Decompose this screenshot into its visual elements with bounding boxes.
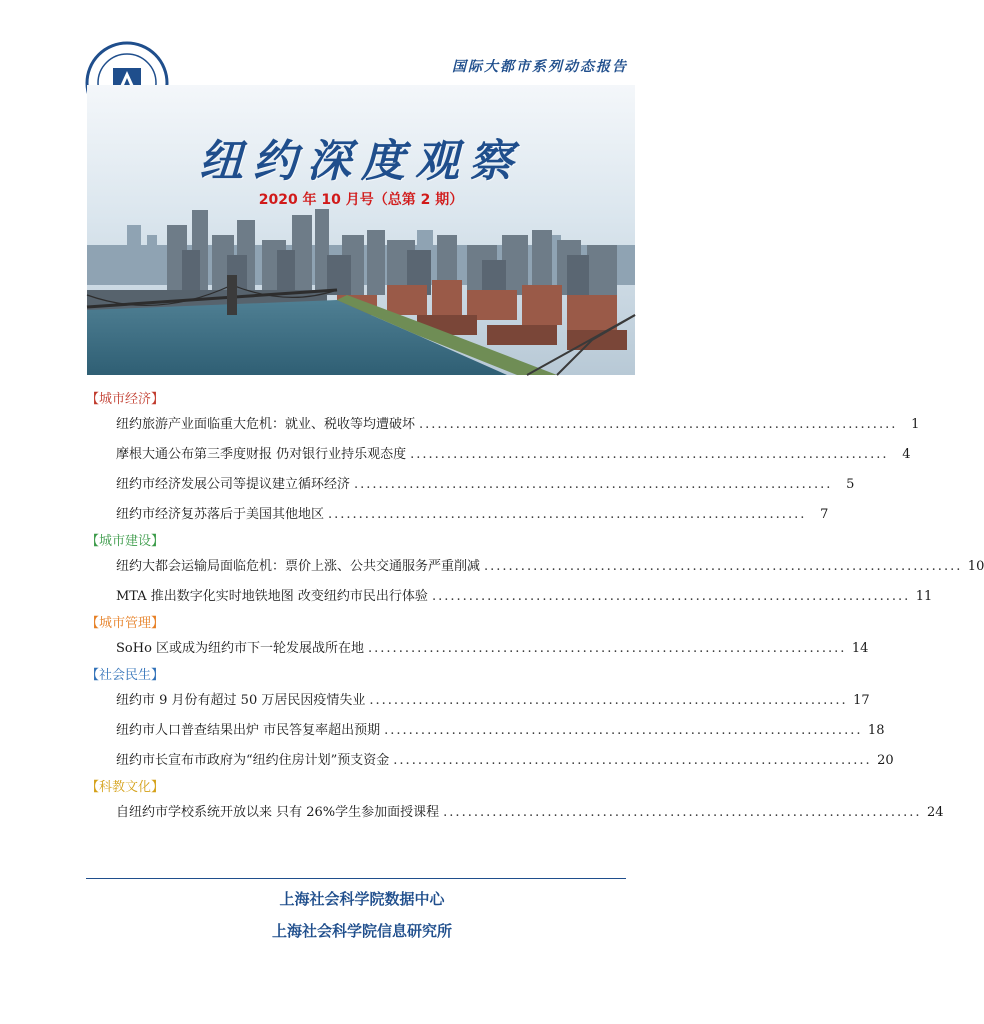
- toc-section-header: 【城市建设】: [86, 534, 165, 549]
- footer-divider: [86, 878, 626, 879]
- toc-entry[interactable]: 摩根大通公布第三季度财报 仍对银行业持乐观态度 .............................................................................. 4: [116, 447, 911, 462]
- toc-entry[interactable]: 纽约市 9 月份有超过 50 万居民因疫情失业 .............................................................................. 17: [116, 693, 870, 708]
- toc-entry[interactable]: 纽约旅游产业面临重大危机：就业、税收等均遭破坏 .............................................................................. 1: [116, 417, 920, 432]
- toc-entry[interactable]: 纽约市经济复苏落后于美国其他地区 .............................................................................. 7: [116, 507, 829, 522]
- cover-image: [87, 85, 635, 375]
- toc-section-header: 【社会民生】: [86, 668, 165, 683]
- table-of-contents: [86, 388, 984, 828]
- toc-section-header: 【城市管理】: [86, 616, 165, 631]
- publication-title: 纽约深度观察: [199, 136, 523, 187]
- toc-entry[interactable]: 纽约大都会运输局面临危机：票价上涨、公共交通服务严重削减 .............................................................................. 10: [116, 559, 984, 574]
- toc-section-header: 【城市经济】: [86, 392, 165, 407]
- toc-section-header: 【科教文化】: [86, 780, 165, 795]
- series-title: 国际大都市系列动态报告: [452, 59, 628, 75]
- toc-entry[interactable]: 纽约市人口普查结果出炉 市民答复率超出预期 .............................................................................. 18: [116, 723, 885, 738]
- toc-entry[interactable]: 自纽约市学校系统开放以来 只有 26%学生参加面授课程 .............................................................................. 24: [116, 805, 944, 820]
- publisher-org-2: 上海社会科学院信息研究所: [271, 922, 452, 940]
- toc-entry[interactable]: 纽约市经济发展公司等提议建立循环经济 .............................................................................. 5: [116, 477, 855, 492]
- toc-entry[interactable]: MTA 推出数字化实时地铁地图 改变纽约市民出行体验 .............................................................................. 11: [116, 589, 933, 604]
- publisher-org-1: 上海社会科学院数据中心: [279, 890, 445, 908]
- toc-entry[interactable]: 纽约市长宣布市政府为“纽约住房计划”预支资金 .............................................................................. 20: [116, 753, 894, 768]
- toc-entry[interactable]: SoHo 区或成为纽约市下一轮发展战所在地 .............................................................................. 14: [116, 641, 869, 656]
- issue-number: 2020 年 10 月号（总第 2 期）: [258, 192, 464, 208]
